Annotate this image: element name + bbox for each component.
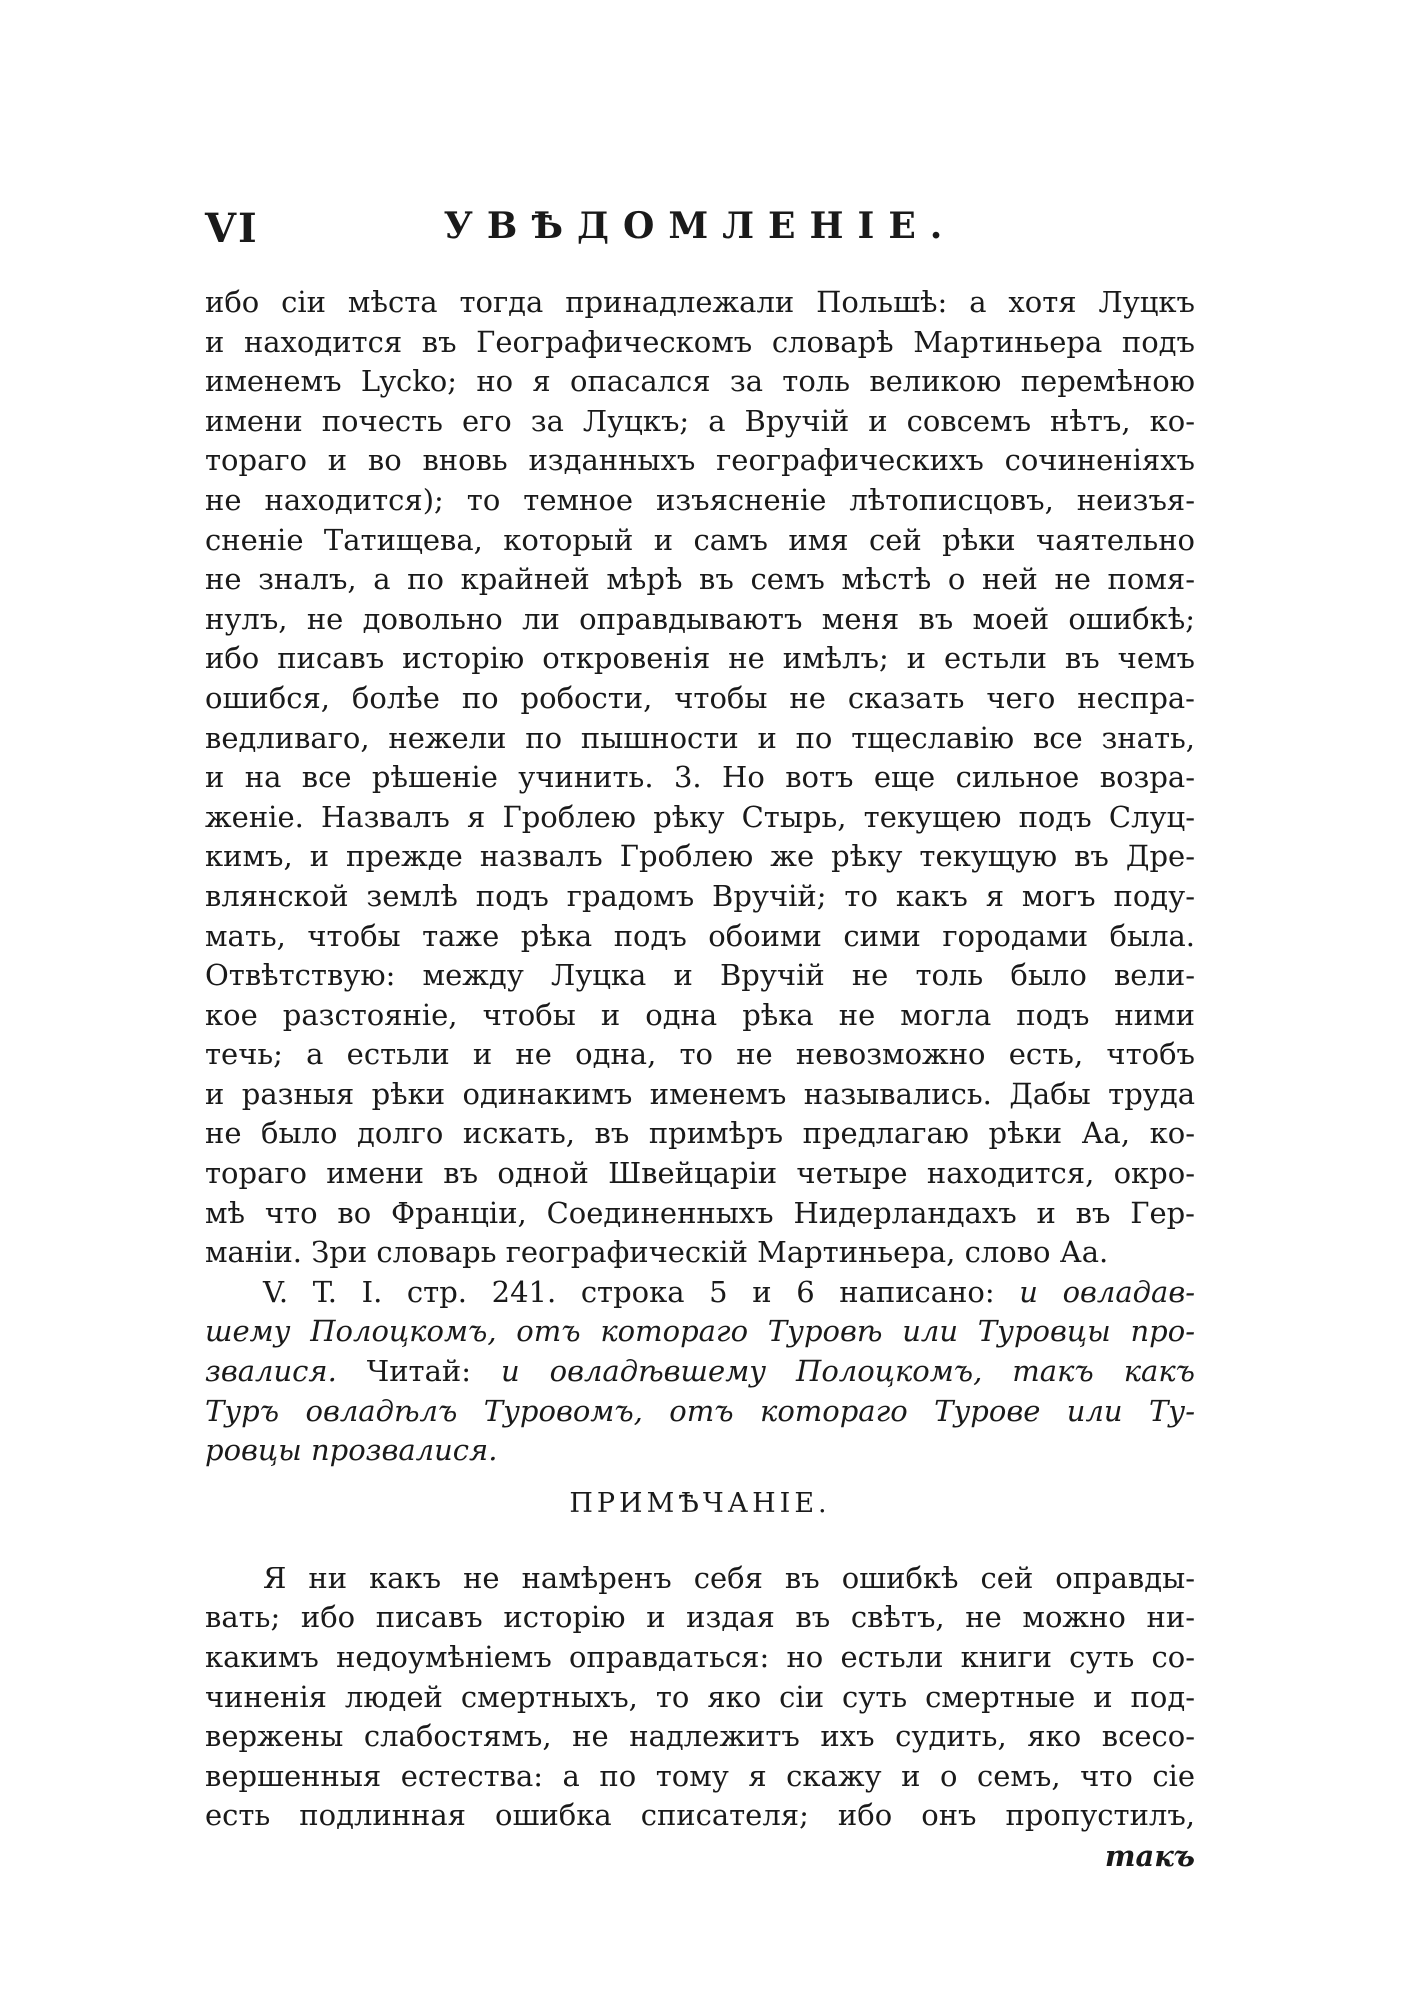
text-line: нулъ, не довольно ли оправдываютъ меня въ моей ошибкѣ; xyxy=(205,601,1195,636)
text-line: ровцы прозвалися. xyxy=(205,1433,498,1468)
text-line: тораго имени въ одной Швейцаріи четыре находится, окро- xyxy=(205,1156,1195,1191)
running-title: УВѢДОМЛЕНІЕ. xyxy=(443,205,957,247)
text-line: мать, чтобы таже рѣка подъ обоими сими городами была. xyxy=(205,918,1195,953)
italic-text: и овладѣвшему Полоцкомъ, такъ какъ xyxy=(500,1354,1195,1389)
text-line: ибо писавъ исторію откровенія не имѣлъ; и естьли въ чемъ xyxy=(205,641,1195,676)
text-line: и на все рѣшеніе учинить. 3. Но вотъ еще сильное возра- xyxy=(205,760,1195,795)
body-text xyxy=(205,283,1195,1876)
plain-text: V. T. I. стр. 241. строка 5 и 6 написано: xyxy=(263,1274,1020,1309)
section-heading: ПРИМѢЧАНІЕ. xyxy=(569,1487,831,1519)
paragraph-2 xyxy=(205,1273,1195,1471)
text-line xyxy=(205,1352,1195,1392)
text-line: Туръ овладѣлъ Туровомъ, отъ котораго Турове или Ту- xyxy=(205,1393,1195,1428)
text-line: есть подлинная ошибка списателя; ибо онъ пропустилъ, xyxy=(205,1798,1195,1833)
text-line: сненіе Татищева, который и самъ имя сей рѣки чаятельно xyxy=(205,522,1195,557)
catchword: такъ xyxy=(1104,1838,1195,1873)
text-line: какимъ недоумѣніемъ оправдаться: но естьли книги суть со- xyxy=(205,1640,1195,1674)
paragraph-1 xyxy=(205,283,1195,1273)
text-line: не находится); то темное изъясненіе лѣтописцовъ, неизъя- xyxy=(205,482,1195,517)
text-line: течь; а естьли и не одна, то не невозможно есть, чтобъ xyxy=(205,1037,1195,1072)
text-line xyxy=(205,1273,1195,1313)
italic-text: звалися. xyxy=(205,1354,337,1389)
text-line: чиненія людей смертныхъ, то яко сіи суть смертные и под- xyxy=(205,1679,1195,1714)
text-line: вать; ибо писавъ исторію и издая въ свѣтъ, не можно ни- xyxy=(205,1600,1195,1635)
text-line: и находится въ Географическомъ словарѣ Мартиньера подъ xyxy=(205,324,1195,359)
paragraph-3 xyxy=(205,1559,1195,1836)
text-line: ошибся, болѣе по робости, чтобы не сказать чего неспра- xyxy=(205,680,1195,715)
plain-text: Читай: xyxy=(336,1354,501,1389)
spacer xyxy=(205,1537,1195,1559)
text-line: маніи. Зри словарь географическій Мартиньера, слово Аа. xyxy=(205,1235,1109,1270)
text-line: вершенныя естества: а по тому я скажу и о семъ, что сіе xyxy=(205,1758,1195,1793)
text-line: Я ни какъ не намѣренъ себя въ ошибкѣ сей оправды- xyxy=(263,1560,1195,1595)
text-line: шему Полоцкомъ, отъ котораго Туровѣ или Туровцы про- xyxy=(205,1314,1195,1349)
italic-text: и овладав- xyxy=(1019,1274,1195,1309)
page-header xyxy=(205,205,1195,255)
text-line: именемъ Lycko; но я опасался за толь великою перемѣною xyxy=(205,364,1195,399)
text-line: кимъ, и прежде назвалъ Гроблею же рѣку текущую въ Дре- xyxy=(205,839,1195,874)
text-line: женіе. Назвалъ я Гроблею рѣку Стырь, текущею подъ Слуц- xyxy=(205,799,1195,834)
text-line: ибо сіи мѣста тогда принадлежали Польшѣ: а хотя Луцкъ xyxy=(205,285,1195,319)
text-line: имени почесть его за Луцкъ; а Вручій и совсемъ нѣтъ, ко- xyxy=(205,403,1195,438)
text-line: и разныя рѣки одинакимъ именемъ назывались. Дабы труда xyxy=(205,1076,1195,1111)
text-line: Отвѣтствую: между Луцка и Вручій не толь было вели- xyxy=(205,958,1195,993)
page-number: VI xyxy=(205,205,259,252)
text-line: не зналъ, а по крайней мѣрѣ въ семъ мѣстѣ о ней не помя- xyxy=(205,562,1195,597)
text-line: вержены слабостямъ, не надлежитъ ихъ судить, яко всесо- xyxy=(205,1719,1195,1754)
text-line: влянской землѣ подъ градомъ Вручій; то какъ я могъ поду- xyxy=(205,878,1195,913)
text-line: тораго и во вновь изданныхъ географическихъ сочиненіяхъ xyxy=(205,443,1195,478)
text-line: кое разстояніе, чтобы и одна рѣка не могла подъ ними xyxy=(205,997,1195,1032)
text-line: не было долго искать, въ примѣръ предлагаю рѣки Аа, ко- xyxy=(205,1116,1195,1151)
text-line: ведливаго, нежели по пышности и по тщеславію все знать, xyxy=(205,720,1195,755)
text-line: мѣ что во Франціи, Соединенныхъ Нидерландахъ и въ Гер- xyxy=(205,1195,1195,1230)
